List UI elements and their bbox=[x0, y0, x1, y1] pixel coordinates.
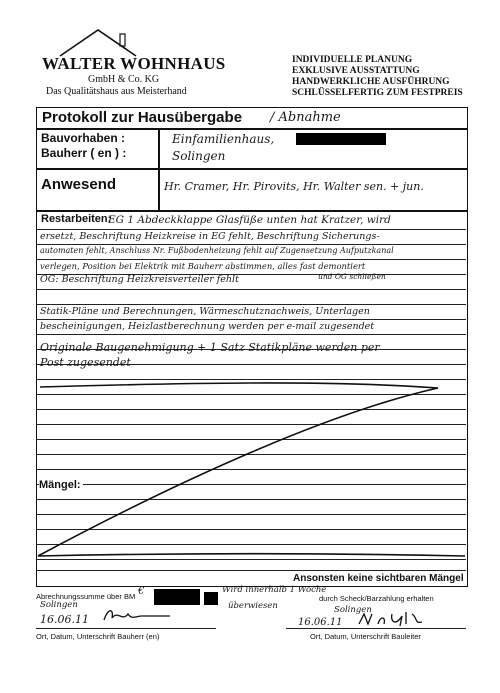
redaction-bar bbox=[154, 589, 200, 605]
sig-right-date: 16.06.11 bbox=[298, 617, 343, 628]
bauherr-label: Bauherr ( en ) : bbox=[41, 146, 127, 160]
billing-text-left: Abrechnungssumme über BM bbox=[36, 592, 136, 601]
no-defects-note: Ansonsten keine sichtbaren Mängel bbox=[293, 573, 464, 584]
slogan-line: HANDWERKLICHE AUSFÜHRUNG bbox=[292, 77, 450, 87]
restarbeiten-line: und OG schließen bbox=[318, 272, 386, 281]
slogan-line: SCHLÜSSELFERTIG ZUM FESTPREIS bbox=[292, 88, 463, 98]
billing-text-right: durch Scheck/Barzahlung erhalten bbox=[319, 594, 434, 603]
sig-left-label: Ort, Datum, Unterschrift Bauherr (en) bbox=[36, 632, 160, 641]
billing-currency: € bbox=[138, 586, 145, 597]
slogan-line: INDIVIDUELLE PLANUNG bbox=[292, 55, 413, 65]
notes-line: Originale Baugenehmigung + 1 Satz Statikpläne werden per bbox=[40, 341, 380, 354]
page-title: Protokoll zur Hausübergabe bbox=[42, 109, 243, 126]
anwesend-label: Anwesend bbox=[41, 176, 117, 193]
signature-line bbox=[36, 628, 216, 629]
sig-right-label: Ort, Datum, Unterschrift Bauleiter bbox=[310, 632, 421, 641]
company-sub1: GmbH & Co. KG bbox=[88, 74, 160, 85]
notes-line: Statik-Pläne und Berechnungen, Wärmeschutznachweis, Unterlagen bbox=[40, 306, 370, 317]
signature-line bbox=[286, 628, 466, 629]
restarbeiten-line: EG 1 Abdeckklappe Glasfüße unten hat Kratzer, wird bbox=[108, 214, 391, 226]
bauvorhaben-label: Bauvorhaben : bbox=[41, 131, 126, 145]
notes-line: bescheinigungen, Heizlastberechnung werden per e-mail zugesendet bbox=[40, 321, 375, 332]
title-handwritten: / Abnahme bbox=[270, 110, 341, 125]
company-tagline: Das Qualitätshaus aus Meisterhand bbox=[46, 86, 187, 97]
restarbeiten-line: ersetzt, Beschriftung Heizkreise in EG fehlt, Beschriftung Sicherungs- bbox=[40, 231, 380, 242]
restarbeiten-label: Restarbeiten: bbox=[41, 213, 112, 225]
maengel-label: Mängel: bbox=[39, 479, 81, 491]
billing-handwritten-note: Wird innerhalb 1 Woche bbox=[222, 585, 327, 595]
redaction-bar bbox=[204, 592, 218, 605]
transfer-note: überwiesen bbox=[228, 601, 278, 611]
sig-left-place: Solingen bbox=[40, 600, 78, 610]
sig-right-place: Solingen bbox=[334, 605, 372, 615]
slogan-line: EXKLUSIVE AUSSTATTUNG bbox=[292, 66, 420, 76]
signature-right-icon bbox=[356, 608, 430, 630]
bauherr-value: Solingen bbox=[172, 149, 226, 163]
restarbeiten-line: OG: Beschriftung Heizkreisverteiler fehlt bbox=[40, 274, 239, 285]
restarbeiten-line: automaten fehlt, Anschluss Nr. Fußbodenheizung fehlt auf Zugensetzung Aufputzkanal bbox=[40, 246, 394, 255]
bauvorhaben-value: Einfamilienhaus, bbox=[172, 132, 275, 146]
signature-left-icon bbox=[100, 604, 180, 626]
company-name: WALTER WOHNHAUS bbox=[42, 54, 226, 73]
restarbeiten-line: verlegen, Position bei Elektrik mit Bauherr abstimmen, alles fast demontiert bbox=[40, 261, 366, 271]
sig-left-date: 16.06.11 bbox=[40, 613, 89, 626]
notes-line: Post zugesendet bbox=[40, 356, 131, 369]
anwesend-value: Hr. Cramer, Hr. Pirovits, Hr. Walter sen. + jun. bbox=[164, 180, 424, 193]
